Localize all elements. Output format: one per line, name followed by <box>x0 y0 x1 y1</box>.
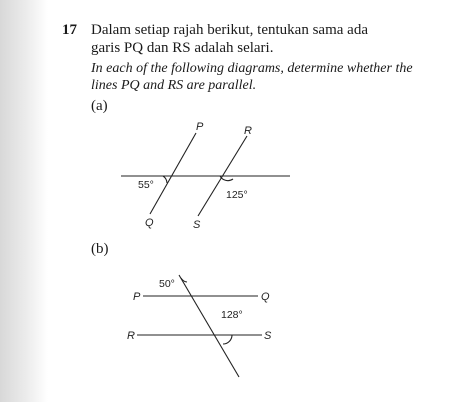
transversal-line-b <box>179 275 239 377</box>
question-english-line-1: In each of the following diagrams, determine whether the <box>91 61 413 76</box>
label-s-b: S <box>264 330 272 342</box>
angle-arc-55-a <box>163 176 167 183</box>
diagram-b <box>137 275 262 377</box>
angle-arc-50-b <box>181 278 187 282</box>
angle-label-55-a: 55° <box>138 179 154 191</box>
part-a-label: (a) <box>91 98 108 114</box>
label-q-a: Q <box>145 217 154 229</box>
angle-label-128-b: 128° <box>221 309 243 321</box>
label-r-b: R <box>127 330 135 342</box>
diagram-a <box>121 133 290 216</box>
question-malay-line-1: Dalam setiap rajah berikut, tentukan sama ada <box>91 22 368 38</box>
angle-label-50-b: 50° <box>159 278 175 290</box>
label-p-b: P <box>133 291 141 303</box>
angle-arc-128-b <box>223 335 232 344</box>
label-s-a: S <box>193 219 201 231</box>
label-p-a: P <box>196 121 204 133</box>
line-pq-a <box>150 133 196 214</box>
part-b-label: (b) <box>91 241 109 257</box>
question-number: 17 <box>62 22 77 38</box>
question-malay-line-2: garis PQ dan RS adalah selari. <box>91 40 274 56</box>
question-english-line-2: lines PQ and RS are parallel. <box>91 78 257 93</box>
label-r-a: R <box>244 125 252 137</box>
label-q-b: Q <box>261 291 270 303</box>
angle-label-125-a: 125° <box>226 189 248 201</box>
